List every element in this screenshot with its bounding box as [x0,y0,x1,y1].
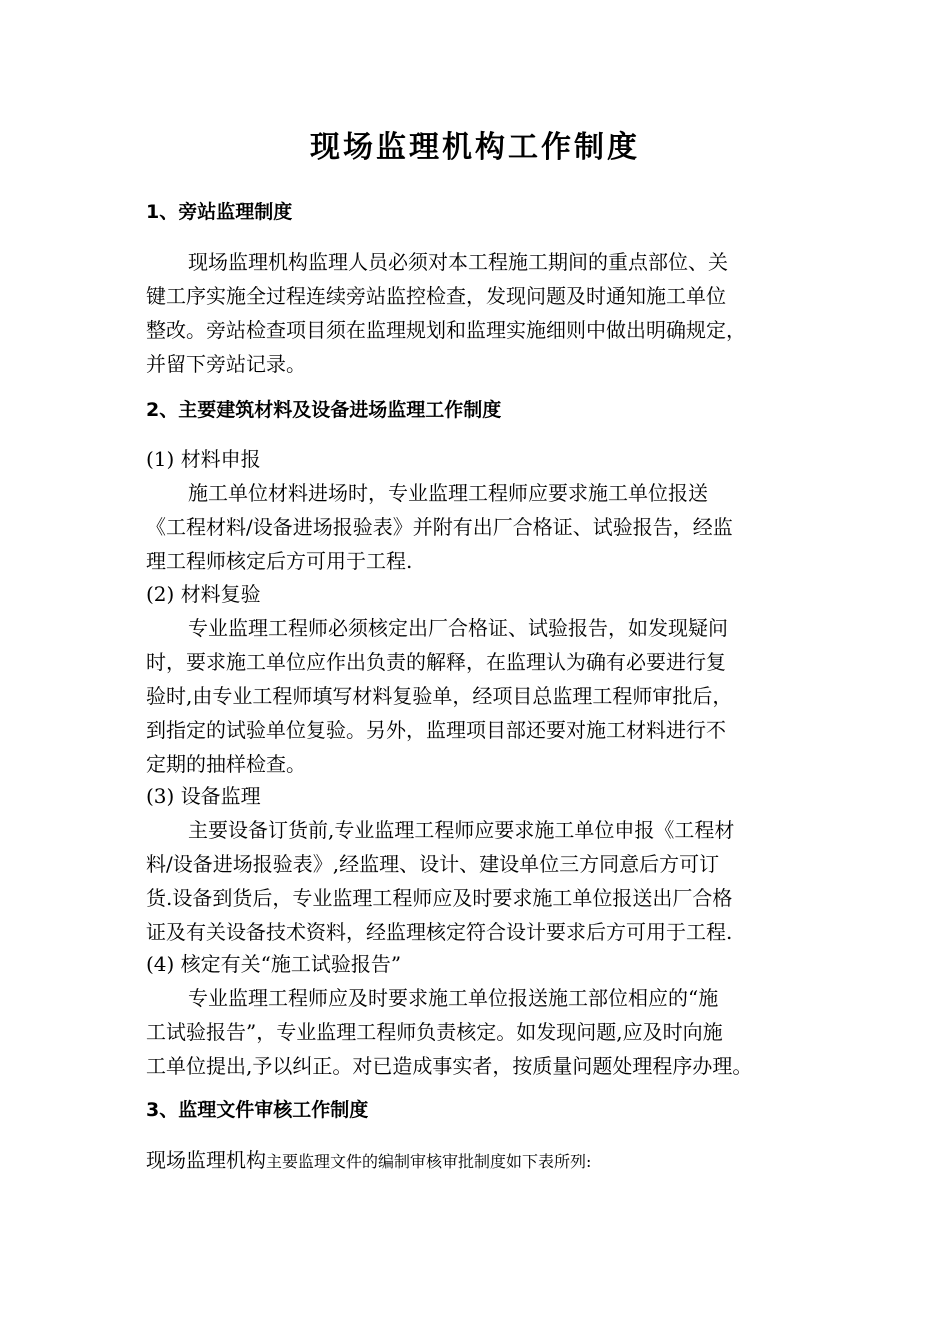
item-4-line: 工试验报告”，专业监理工程师负责核定。如发现问题,应及时向施 [146,1020,723,1044]
section-3-intro [146,1146,591,1176]
intro-large-text: 现场监理机构 [146,1148,266,1172]
item-1-line: 《工程材料/设备进场报验表》并附有出厂合格证、试验报告，经监 [146,515,733,539]
item-2-line: 定期的抽样检查。 [146,752,306,776]
page-title: 现场监理机构工作制度 [310,130,640,165]
item-3-line: 证及有关设备技术资料，经监理核定符合设计要求后方可用于工程. [146,920,733,944]
item-2-line: 验时,由专业工程师填写材料复验单，经项目总监理工程师审批后， [146,684,733,708]
item-3-line: 货.设备到货后，专业监理工程师应及时要求施工单位报送出厂合格 [146,886,733,910]
item-2-line: 时，要求施工单位应作出负责的解释，在监理认为确有必要进行复 [146,650,726,674]
paragraph-line: 并留下旁站记录。 [146,352,306,376]
item-3-line: 主要设备订货前,专业监理工程师应要求施工单位申报《工程材 [188,818,735,842]
item-3-label: (3) 设备监理 [146,784,261,808]
paragraph-line: 现场监理机构监理人员必须对本工程施工期间的重点部位、关 [188,250,728,274]
item-2-label: (2) 材料复验 [146,582,261,606]
item-2-line: 到指定的试验单位复验。另外，监理项目部还要对施工材料进行不 [146,718,726,742]
section-3-heading: 3、监理文件审核工作制度 [146,1099,369,1121]
item-4-line: 专业监理工程师应及时要求施工单位报送施工部位相应的“施 [188,986,719,1010]
item-3-line: 料/设备进场报验表》,经监理、设计、建设单位三方同意后方可订 [146,852,720,876]
section-1-heading: 1、旁站监理制度 [146,201,293,223]
paragraph-line: 键工序实施全过程连续旁站监控检查，发现问题及时通知施工单位 [146,284,726,308]
section-2-heading: 2、主要建筑材料及设备进场监理工作制度 [146,399,502,421]
item-1-line: 施工单位材料进场时，专业监理工程师应要求施工单位报送 [188,481,708,505]
item-1-label: (1) 材料申报 [146,447,261,471]
paragraph-line: 整改。旁站检查项目须在监理规划和监理实施细则中做出明确规定， [146,318,746,342]
item-1-line: 理工程师核定后方可用于工程. [146,549,413,573]
intro-small-text: 主要监理文件的编制审核审批制度如下表所列: [266,1152,592,1171]
item-4-line: 工单位提出,予以纠正。对已造成事实者，按质量问题处理程序办理。 [146,1054,753,1078]
item-2-line: 专业监理工程师必须核定出厂合格证、试验报告，如发现疑问 [188,616,728,640]
item-4-label: (4) 核定有关“施工试验报告” [146,952,402,976]
